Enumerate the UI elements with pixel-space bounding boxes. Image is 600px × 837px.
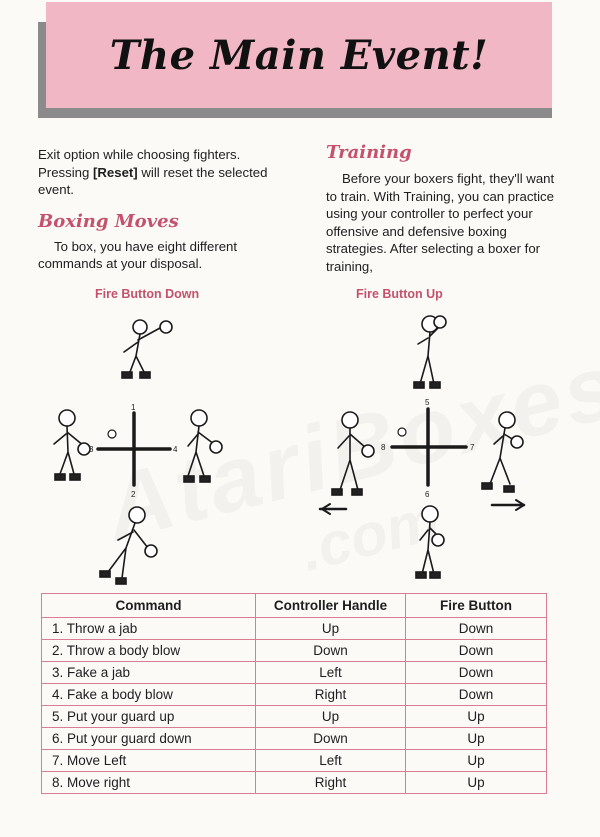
fire-button-up-caption: Fire Button Up bbox=[356, 287, 443, 301]
command-cell: 1. Throw a jab bbox=[42, 618, 256, 640]
boxing-diagram-left bbox=[54, 320, 222, 584]
paragraph-text: will reset the selected event. bbox=[38, 164, 268, 197]
boxer-icon bbox=[414, 316, 446, 388]
boxer-icon bbox=[416, 506, 444, 578]
direction-number-1: 1 bbox=[131, 403, 136, 412]
fire-button-down-caption: Fire Button Down bbox=[95, 287, 200, 301]
handle-cell: Down bbox=[256, 640, 406, 662]
command-cell: 8. Move right bbox=[42, 772, 256, 794]
reset-key: [Reset] bbox=[92, 164, 138, 180]
direction-number-2: 2 bbox=[131, 490, 136, 499]
handle-cell: Left bbox=[256, 662, 406, 684]
header-controller-handle: Controller Handle bbox=[256, 594, 406, 618]
command-cell: 3. Fake a jab bbox=[42, 662, 256, 684]
fire-cell: Down bbox=[406, 662, 547, 684]
page-title: The Main Event! bbox=[109, 31, 489, 79]
ball-icon bbox=[108, 430, 116, 438]
boxing-diagram-right bbox=[320, 316, 524, 578]
command-cell: 7. Move Left bbox=[42, 750, 256, 772]
table-row bbox=[42, 684, 547, 706]
table-row bbox=[42, 728, 547, 750]
command-cell: 6. Put your guard down bbox=[42, 728, 256, 750]
fire-cell: Up bbox=[406, 750, 547, 772]
table-row bbox=[42, 662, 547, 684]
boxer-icon bbox=[184, 410, 222, 482]
table-row bbox=[42, 640, 547, 662]
fire-cell: Down bbox=[406, 684, 547, 706]
command-cell: 2. Throw a body blow bbox=[42, 640, 256, 662]
fire-cell: Down bbox=[406, 618, 547, 640]
direction-number-8: 8 bbox=[381, 443, 386, 452]
fire-cell: Up bbox=[406, 772, 547, 794]
handle-cell: Up bbox=[256, 618, 406, 640]
ball-icon bbox=[398, 428, 406, 436]
table-header-row bbox=[42, 594, 547, 618]
command-cell: 4. Fake a body blow bbox=[42, 684, 256, 706]
boxer-icon bbox=[100, 507, 157, 584]
boxing-moves-heading: Boxing Moves bbox=[38, 210, 179, 232]
commands-table bbox=[41, 593, 547, 794]
table-row bbox=[42, 706, 547, 728]
boxer-icon bbox=[482, 412, 523, 492]
command-cell: 5. Put your guard up bbox=[42, 706, 256, 728]
handle-cell: Up bbox=[256, 706, 406, 728]
handle-cell: Down bbox=[256, 728, 406, 750]
training-heading: Training bbox=[326, 142, 412, 163]
paragraph-text: Exit option while choosing fighters. Pressing bbox=[38, 147, 241, 180]
handle-cell: Right bbox=[256, 684, 406, 706]
fire-cell: Down bbox=[406, 640, 547, 662]
header-fire-button: Fire Button bbox=[406, 594, 547, 618]
training-paragraph: Before your boxers fight, they'll want to train. With Training, you can practice using your controller to perfect your offensive and defensive boxing strategies. After selecting a boxer for training, bbox=[326, 171, 555, 274]
handle-cell: Right bbox=[256, 772, 406, 794]
boxer-icon bbox=[332, 412, 374, 495]
boxer-icon bbox=[54, 410, 90, 480]
direction-number-6: 6 bbox=[425, 490, 430, 499]
direction-number-4: 4 bbox=[173, 445, 178, 454]
handle-cell: Left bbox=[256, 750, 406, 772]
fire-cell: Up bbox=[406, 728, 547, 750]
direction-number-3: 3 bbox=[89, 445, 94, 454]
table-row bbox=[42, 772, 547, 794]
fire-cell: Up bbox=[406, 706, 547, 728]
direction-number-7: 7 bbox=[470, 443, 475, 452]
table-row bbox=[42, 750, 547, 772]
header-command: Command bbox=[42, 594, 256, 618]
table-row bbox=[42, 618, 547, 640]
boxing-moves-paragraph: To box, you have eight different commands at your disposal. bbox=[38, 238, 238, 271]
boxer-icon bbox=[122, 320, 172, 378]
direction-number-5: 5 bbox=[425, 398, 430, 407]
